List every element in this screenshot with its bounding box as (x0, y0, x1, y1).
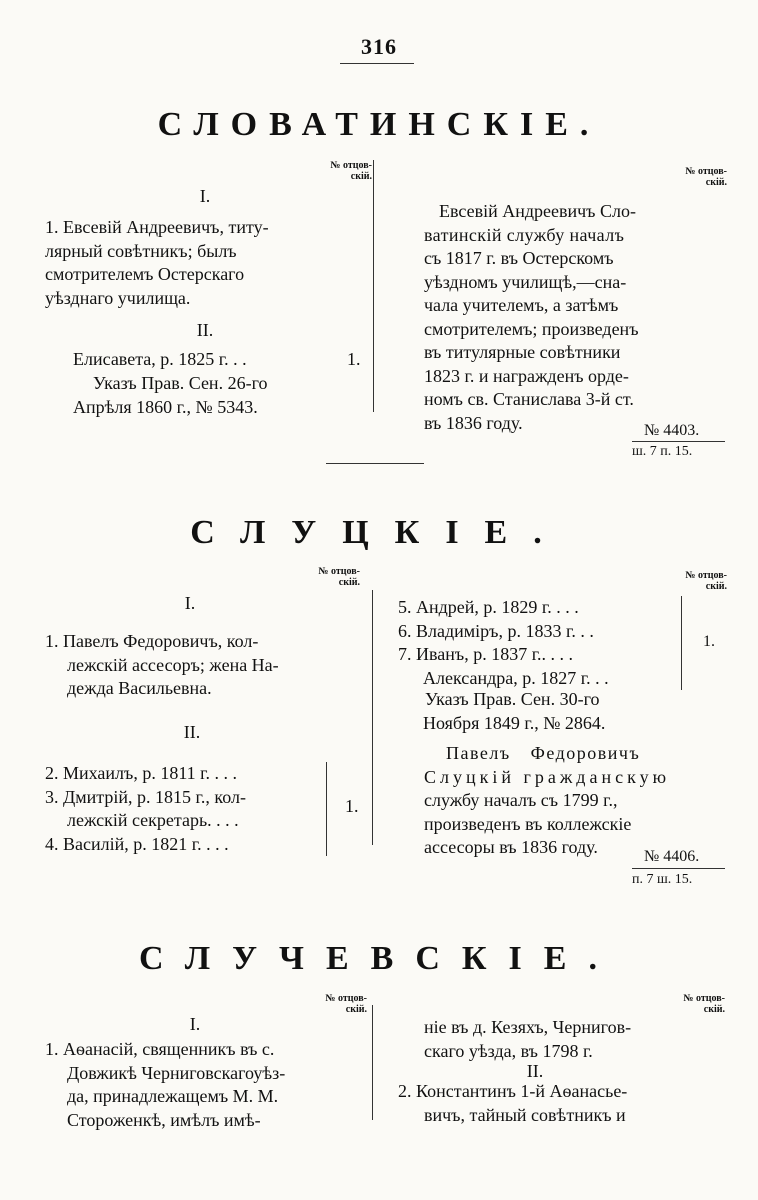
text-line: 1. Евсевій Андреевичъ, титу- (45, 217, 269, 237)
father-column-header: № отцов- скій. (685, 166, 727, 188)
text-line: чала учителемъ, а затѣмъ (424, 295, 619, 315)
children-list (398, 596, 682, 690)
text-line: Слуцкій гражданскую (424, 766, 671, 787)
text-line: Указъ Прав. Сен. 30-го (425, 689, 600, 709)
list-item: 2. Михаилъ, р. 1811 г. . . . (45, 762, 327, 786)
text-line: уѣзднаго училища. (45, 287, 191, 308)
person-entry (45, 630, 279, 701)
section-title-slutskie: СЛУЦКІЕ. (190, 514, 568, 551)
generation-numeral: I. (189, 1014, 201, 1034)
text-line: 1823 г. и награжденъ орде- (424, 365, 629, 386)
generation-numeral: II. (183, 722, 201, 742)
section-title-slovatinskie: СЛОВАТИНСКІЕ. (157, 106, 601, 143)
father-column-header: № отцов- скій. (683, 993, 725, 1015)
text-line: вичъ, тайный совѣтникъ и (424, 1104, 626, 1125)
person-entry (45, 216, 365, 310)
father-ref: 1. (347, 349, 361, 369)
archive-number: № 4403. (644, 422, 700, 439)
text-line: ватинскій службу началъ (424, 224, 625, 245)
text-line: 1. Аѳанасій, священникъ въ с. (45, 1039, 275, 1059)
text-line: уѣздномъ училищѣ,—сна- (424, 271, 627, 292)
person-entry-continued (424, 1016, 631, 1063)
person-entry (45, 1038, 285, 1132)
generation-numeral: I. (184, 593, 196, 613)
text-line: Апрѣля 1860 г., № 5343. (73, 396, 258, 417)
section-title-sluchevskie: СЛУЧЕВСКІЕ. (139, 940, 619, 977)
text-line: лежскій ассесоръ; жена На- (67, 654, 279, 675)
text-line: Указъ Прав. Сен. 26-го (93, 373, 268, 393)
children-list (45, 762, 327, 856)
father-column-header: № отцов- скій. (685, 570, 727, 592)
father-ref: 1. (345, 796, 359, 816)
person-entry: Елисавета, р. 1825 г. . . (73, 349, 247, 369)
decree (423, 688, 605, 735)
text-line: 1. Павелъ Федоровичъ, кол- (45, 631, 259, 651)
page-number: 316 (361, 34, 397, 59)
text-line: Довжикѣ Черниговскагоуѣз- (67, 1062, 286, 1083)
text-line: дежда Васильевна. (67, 678, 212, 698)
text-line: Стороженкѣ, имѣлъ имѣ- (67, 1109, 261, 1130)
text-line: ассесоры въ 1836 году. (424, 837, 598, 857)
biography-note (424, 742, 714, 860)
father-column-header: № отцов- скій. (325, 993, 367, 1015)
text-line: смотрителемъ; произведенъ (424, 318, 639, 339)
rule (632, 868, 725, 869)
text-line: смотрителемъ Остерскаго (45, 264, 245, 284)
father-column-header: № отцов- скій. (318, 566, 360, 588)
page-number-rule (340, 63, 414, 64)
list-item: 7. Иванъ, р. 1837 г.. . . . (398, 643, 682, 667)
list-item: Александра, р. 1827 г. . . (398, 667, 682, 691)
text-line: Евсевій Андреевичъ Сло- (439, 201, 636, 221)
list-item: 4. Василій, р. 1821 г. . . . (45, 833, 327, 857)
generation-numeral: II. (196, 320, 214, 340)
rule (632, 441, 725, 442)
section-separator (326, 463, 424, 464)
text-line: лярный совѣтникъ; былъ (45, 240, 237, 261)
text-line: ніе въ д. Кезяхъ, Чернигов- (424, 1017, 632, 1037)
text-line: номъ св. Станислава 3-й ст. (424, 389, 634, 409)
archive-number: № 4406. (644, 848, 700, 865)
text-line: скаго уѣзда, въ 1798 г. (424, 1040, 593, 1061)
text-line: съ 1817 г. въ Остерскомъ (424, 248, 614, 268)
archive-location: п. 7 ш. 15. (632, 872, 693, 887)
father-column-header: № отцов- скій. (330, 160, 372, 182)
column-divider (372, 590, 373, 845)
text-line: въ 1836 году. (424, 412, 523, 433)
text-line: въ титулярные совѣтники (424, 342, 621, 362)
decree (73, 372, 268, 419)
list-item: лежскій секретарь. . . . (45, 809, 327, 833)
text-line: Ноября 1849 г., № 2864. (423, 712, 606, 733)
father-ref: 1. (703, 633, 715, 650)
text-line: произведенъ въ коллежскіе (424, 813, 632, 834)
text-line: службу началъ съ 1799 г., (424, 790, 618, 810)
column-divider (372, 1005, 373, 1120)
generation-numeral: II. (526, 1061, 544, 1081)
person-entry (398, 1080, 627, 1127)
column-divider (373, 160, 374, 412)
text-line: да, принадлежащемъ М. М. (67, 1086, 279, 1106)
list-item: 3. Дмитрій, р. 1815 г., кол- (45, 786, 327, 810)
text-line: Павелъ Федоровичъ (446, 743, 641, 763)
list-item: 6. Владиміръ, р. 1833 г. . . (398, 620, 682, 644)
archive-location: ш. 7 п. 15. (632, 444, 693, 459)
text-line: 2. Константинъ 1-й Аѳанасье- (398, 1081, 628, 1101)
list-item: 5. Андрей, р. 1829 г. . . . (398, 596, 682, 620)
biography-note (424, 200, 724, 435)
generation-numeral: I. (199, 186, 211, 206)
